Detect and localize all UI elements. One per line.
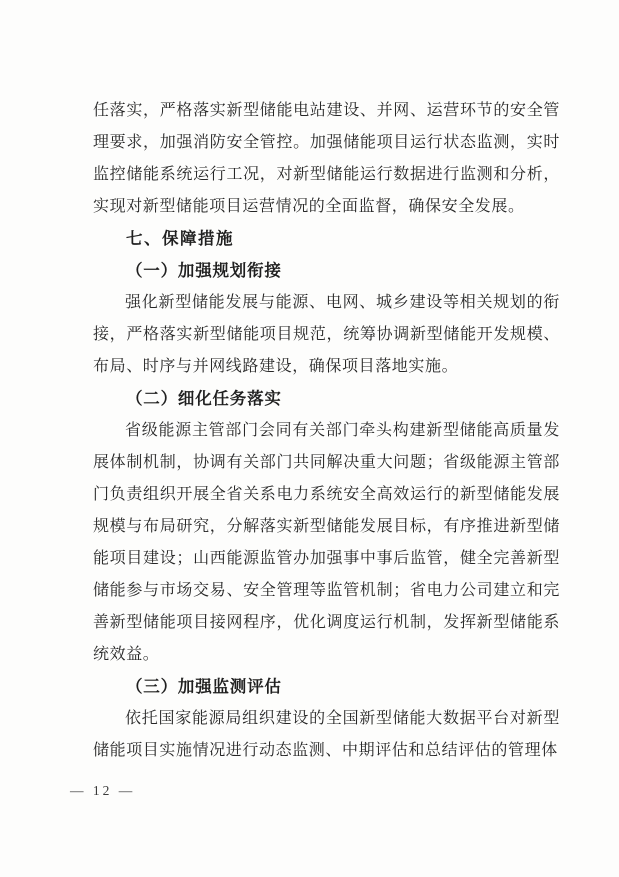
page-number: — 12 — [70, 783, 136, 798]
subsection-body-1: 强化新型储能发展与能源、电网、城乡建设等相关规划的衔接，严格落实新型储能项目规范，统筹协调新型储能开发规模、布局、时序与并网线路建设，确保项目落地实施。 [93, 294, 560, 375]
subsection-body-2: 省级能源主管部门会同有关部门牵头构建新型储能高质量发展体制机制，协调有关部门共同解决重大问题；省级能源主管部门负责组织开展全省关系电力系统安全高效运行的新型储能发展规模与布局研究，分解落实新型储能发展目标，有序推进新型储能项目建设；山西能源监管办加强事中事后监管，健全完善新型储能参与市场交易、安全管理等监管机制；省电力公司建立和完善新型储能项目接网程序，优化调度运行机制，发挥新型储能系统效益。 [93, 422, 560, 663]
continued-paragraph: 任落实，严格落实新型储能电站建设、并网、运营环节的安全管理要求，加强消防安全管控。加强储能项目运行状态监测，实时监控储能系统运行工况，对新型储能运行数据进行监测和分析，实现对新型储能项目运营情况的全面监督，确保安全发展。 [93, 102, 560, 215]
section-heading: 七、保障措施 [126, 230, 234, 248]
subsection-heading-1: （一）加强规划衔接 [126, 261, 282, 280]
subsection-body-3: 依托国家能源局组织建设的全国新型储能大数据平台对新型储能项目实施情况进行动态监测、中期评估和总结评估的管理体 [93, 710, 560, 759]
document-body [93, 95, 560, 767]
subsection-heading-2: （二）细化任务落实 [126, 389, 282, 408]
subsection-heading-3: （三）加强监测评估 [126, 677, 282, 696]
